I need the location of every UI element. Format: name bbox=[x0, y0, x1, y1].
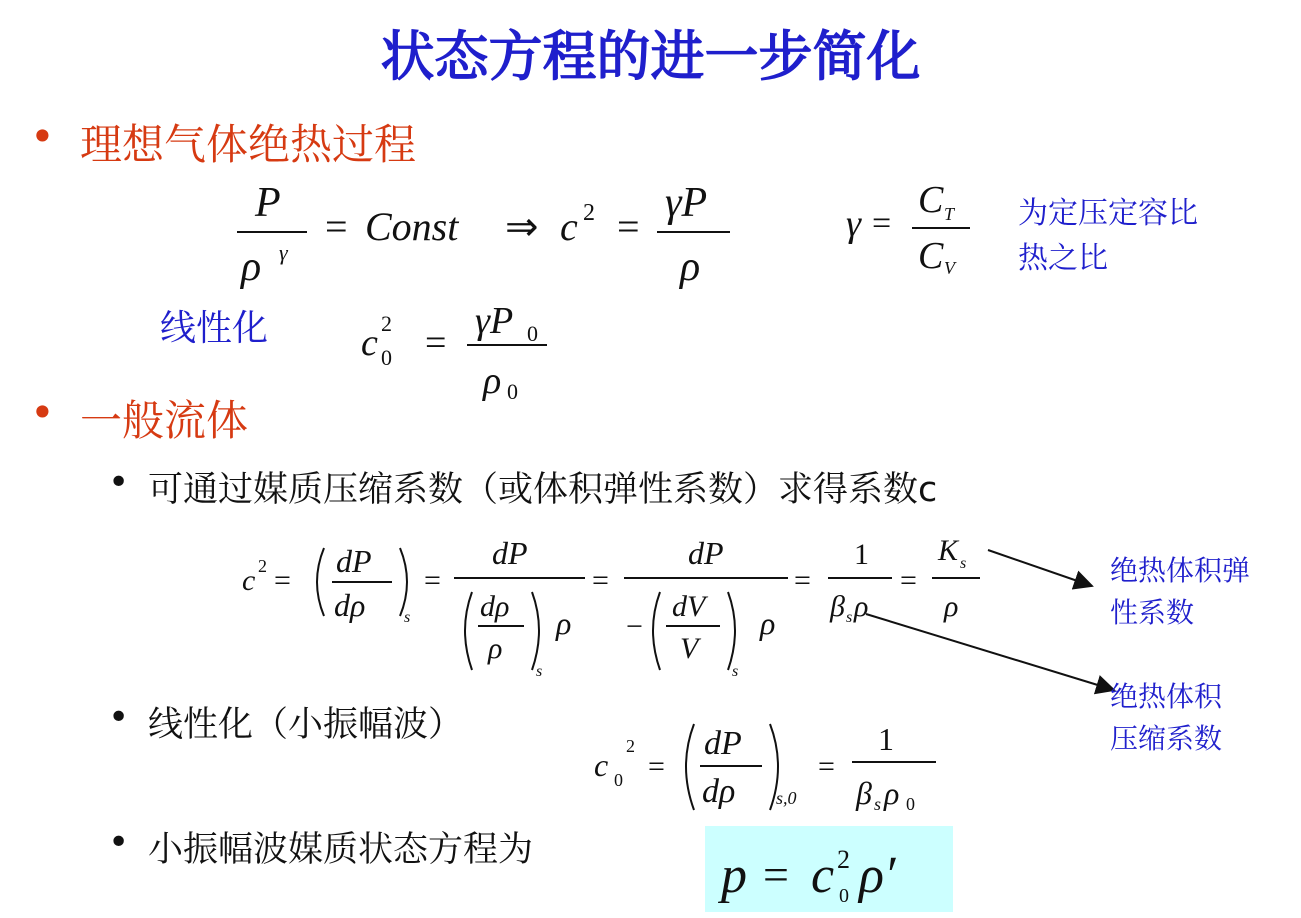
note-bulk-modulus-2: 性系数 bbox=[1110, 596, 1195, 629]
svg-text:=: = bbox=[818, 750, 835, 783]
svg-text:2: 2 bbox=[626, 736, 635, 756]
svg-text:ρ: ρ bbox=[760, 605, 776, 641]
svg-text:s: s bbox=[846, 609, 853, 626]
subbullet-linearize: 线性化（小振幅波） bbox=[148, 705, 464, 745]
equation-linearized-general bbox=[590, 700, 950, 820]
svg-text:2: 2 bbox=[583, 200, 595, 226]
svg-text:0: 0 bbox=[381, 345, 392, 370]
svg-text:γP: γP bbox=[665, 180, 708, 226]
svg-text:=: = bbox=[794, 564, 811, 597]
svg-text:c: c bbox=[594, 747, 609, 783]
svg-text:ρ′: ρ′ bbox=[859, 847, 896, 904]
svg-text:ρ: ρ bbox=[241, 244, 262, 290]
svg-text:K: K bbox=[938, 534, 959, 567]
svg-text:ρ: ρ bbox=[680, 244, 701, 290]
svg-text:=: = bbox=[900, 564, 917, 597]
svg-text:0: 0 bbox=[839, 885, 849, 907]
note-gamma-ratio-1: 为定压定容比 bbox=[1018, 196, 1198, 231]
svg-text:dP: dP bbox=[688, 535, 724, 571]
svg-text:2: 2 bbox=[258, 556, 267, 576]
svg-text:=: = bbox=[872, 205, 892, 242]
subbullet-marker: • bbox=[108, 462, 130, 503]
svg-text:T: T bbox=[944, 204, 955, 224]
svg-text:s: s bbox=[536, 663, 543, 680]
bullet-ideal-gas-adiabatic: 理想气体绝热过程 bbox=[80, 120, 417, 169]
slide-title: 状态方程的进一步简化 bbox=[380, 25, 921, 88]
svg-text:ρ: ρ bbox=[884, 775, 900, 811]
svg-text:ρ: ρ bbox=[488, 632, 503, 665]
svg-text:ρ: ρ bbox=[944, 590, 959, 623]
svg-text:dV: dV bbox=[672, 590, 706, 623]
svg-text:c: c bbox=[811, 847, 835, 904]
svg-text:dρ: dρ bbox=[334, 587, 366, 623]
svg-text:V: V bbox=[944, 258, 955, 278]
svg-text:β: β bbox=[830, 590, 845, 623]
svg-text:−: − bbox=[626, 610, 643, 643]
svg-text:s: s bbox=[874, 794, 882, 814]
svg-text:s: s bbox=[404, 609, 411, 626]
svg-text:s: s bbox=[960, 555, 967, 572]
svg-text:=: = bbox=[617, 204, 640, 249]
bullet-marker: • bbox=[30, 112, 55, 161]
svg-text:1: 1 bbox=[854, 538, 869, 571]
note-linearize: 线性化 bbox=[160, 308, 269, 349]
svg-text:0: 0 bbox=[906, 794, 915, 814]
note-gamma-ratio-2: 热之比 bbox=[1018, 241, 1108, 276]
svg-text:=: = bbox=[424, 564, 441, 597]
svg-text:γ: γ bbox=[279, 240, 288, 265]
svg-text:C: C bbox=[918, 179, 944, 221]
svg-text:dP: dP bbox=[492, 535, 528, 571]
svg-text:dP: dP bbox=[336, 543, 372, 579]
svg-text:ρ: ρ bbox=[854, 590, 869, 623]
svg-text:c: c bbox=[560, 204, 578, 249]
subbullet-compressibility: 可通过媒质压缩系数（或体积弹性系数）求得系数c bbox=[148, 470, 938, 510]
svg-text:=: = bbox=[425, 322, 447, 364]
svg-text:0: 0 bbox=[527, 321, 538, 346]
svg-text:0: 0 bbox=[614, 770, 623, 790]
svg-text:0: 0 bbox=[507, 379, 518, 404]
svg-text:1: 1 bbox=[878, 721, 894, 757]
svg-text:=: = bbox=[763, 849, 789, 900]
svg-text:=: = bbox=[274, 564, 291, 597]
svg-text:p: p bbox=[721, 847, 747, 904]
bullet-general-fluid: 一般流体 bbox=[80, 396, 249, 445]
arrow-to-compressibility bbox=[866, 614, 1114, 690]
svg-text:2: 2 bbox=[381, 311, 392, 336]
svg-text:c: c bbox=[242, 564, 256, 597]
svg-text:dP: dP bbox=[704, 725, 742, 762]
svg-text:C: C bbox=[918, 235, 944, 277]
svg-text:⇒: ⇒ bbox=[505, 204, 539, 249]
svg-text:2: 2 bbox=[837, 845, 850, 874]
svg-text:=: = bbox=[648, 750, 665, 783]
svg-text:Const: Const bbox=[365, 204, 459, 249]
subbullet-marker: • bbox=[108, 697, 130, 738]
svg-text:c: c bbox=[361, 322, 378, 364]
svg-text:γP: γP bbox=[475, 300, 514, 342]
note-compressibility-2: 压缩系数 bbox=[1110, 722, 1223, 755]
bullet-marker: • bbox=[30, 388, 55, 437]
svg-text:V: V bbox=[680, 632, 699, 665]
arrow-to-bulk-modulus bbox=[988, 550, 1092, 586]
note-bulk-modulus-1: 绝热体积弹 bbox=[1110, 554, 1251, 587]
svg-text:γ: γ bbox=[846, 203, 861, 245]
svg-text:s,0: s,0 bbox=[776, 788, 797, 808]
svg-text:s: s bbox=[732, 663, 739, 680]
subbullet-state-equation: 小振幅波媒质状态方程为 bbox=[148, 830, 534, 870]
state-equation-highlight bbox=[705, 826, 953, 912]
svg-text:=: = bbox=[592, 564, 609, 597]
subbullet-marker: • bbox=[108, 822, 130, 863]
svg-text:ρ: ρ bbox=[556, 605, 572, 641]
svg-text:β: β bbox=[856, 775, 872, 811]
svg-text:dρ: dρ bbox=[702, 773, 736, 810]
equation-state bbox=[705, 826, 953, 912]
eq-P: P bbox=[255, 180, 281, 226]
svg-text:ρ: ρ bbox=[483, 360, 502, 402]
svg-text:=: = bbox=[325, 204, 348, 249]
note-compressibility-1: 绝热体积 bbox=[1110, 680, 1223, 713]
svg-text:dρ: dρ bbox=[480, 590, 510, 623]
